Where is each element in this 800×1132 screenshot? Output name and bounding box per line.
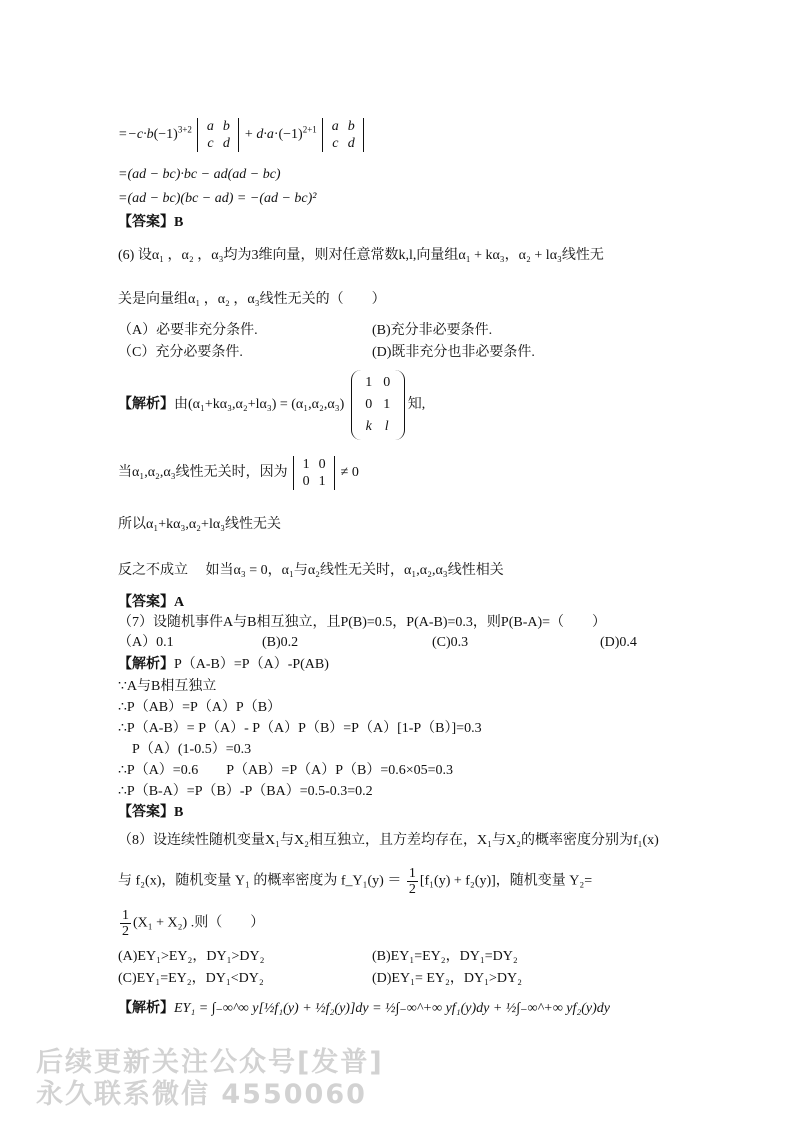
answer-label: 【答案】 xyxy=(118,805,174,820)
q6-analysis-rhs: 知, xyxy=(407,397,426,413)
answer-label: 【答案】 xyxy=(118,215,174,230)
q7-option-b: (B)0.2 xyxy=(262,635,299,650)
q6-line-4: 反之不成立 如当α₃ = 0，α₁与α₂线性无关时，α₁,α₂,α₃线性相关 xyxy=(118,563,504,578)
matrix: 1 0 0 1 k l xyxy=(351,370,405,440)
q8-stem-2-post: [f₁(y) + f₂(y)]，随机变量 Y₂= xyxy=(419,873,593,889)
q6-line-2-post: ≠ 0 xyxy=(340,465,359,481)
answer-label: 【答案】 xyxy=(118,595,174,610)
calc-line-2: =(ad − bc)·bc − ad(ad − bc) xyxy=(118,167,281,182)
q8-stem-2-pre: 与 f₂(x)，随机变量 Y₁ 的概率密度为 f_Y₁(y) ＝ xyxy=(118,873,402,889)
q6-analysis xyxy=(118,370,425,440)
q7-analysis-line xyxy=(118,656,329,674)
q6-line-2-pre: 当α₁,α₂,α₃线性无关时，因为 xyxy=(118,465,288,481)
q6-stem-1: (6) 设α₁ ，α₂ ，α₃均为3维向量，则对任意常数k,l,向量组α₁ + kα₃，α₂ + lα₃线性无 xyxy=(118,248,604,263)
watermark-line-2: 永久联系微信 4550060 xyxy=(36,1079,367,1110)
q6-option-c: （C）充分必要条件. xyxy=(118,345,243,360)
answer-value: A xyxy=(174,595,185,610)
q6-answer xyxy=(118,594,184,612)
q7-option-d: (D)0.4 xyxy=(600,635,637,650)
q7-analysis-line: ∴P（A）=0.6 P（AB）=P（A）P（B）=0.6×05=0.3 xyxy=(118,763,454,778)
q6-option-d: (D)既非充分也非必要条件. xyxy=(372,345,535,360)
q6-stem-2: 关是向量组α₁ ，α₂ ，α₃线性无关的（ ） xyxy=(118,292,386,307)
q8-option-c: (C)EY₁=EY₂，DY₁<DY₂ xyxy=(118,971,264,986)
q7-analysis-line: ∴P（B-A）=P（B）-P（BA）=0.5-0.3=0.2 xyxy=(118,784,373,799)
q6-option-a: （A）必要非充分条件. xyxy=(118,323,258,338)
q7-option-a: （A）0.1 xyxy=(118,635,174,650)
fraction-half: $\frac{1}{2}$ xyxy=(122,908,129,939)
q8-analysis-text: EY₁ = ∫₋∞^∞ y[½f₁(y) + ½f₂(y)]dy = ½∫₋∞^+∞ yf₁(y)dy + ½∫₋∞^+∞ yf₂(y)dy xyxy=(174,1001,611,1016)
q6-line-2 xyxy=(118,456,359,490)
q7-option-c: (C)0.3 xyxy=(432,635,469,650)
q6-line-3: 所以α₁+kα₃,α₂+lα₃线性无关 xyxy=(118,517,282,532)
q7-analysis-line: ∵A与B相互独立 xyxy=(118,679,217,694)
answer-value: B xyxy=(174,805,184,820)
q6-option-b: (B)充分非必要条件. xyxy=(372,323,493,338)
q8-stem-3-post: (X₁ + X₂) .则（ ） xyxy=(133,915,265,931)
q8-stem-3 xyxy=(118,908,264,939)
q6-analysis-lhs: 由(α₁+kα₃,α₂+lα₃) = (α₁,α₂,α₃) xyxy=(174,397,345,413)
q7-stem: （7）设随机事件A与B相互独立，且P(B)=0.5，P(A-B)=0.3，则P(B-A)=（ ） xyxy=(118,615,607,630)
fraction-half: $\frac{1}{2}$ xyxy=(408,866,416,897)
analysis-label: 【解析】 xyxy=(118,657,174,672)
q8-stem-2 xyxy=(118,866,592,897)
q8-option-b: (B)EY₁=EY₂，DY₁=DY₂ xyxy=(372,949,518,964)
q7-analysis-text: P（A-B）=P（A）-P(AB) xyxy=(174,657,329,672)
q8-stem-1: （8）设连续性随机变量X₁与X₂相互独立，且方差均存在，X₁与X₂的概率密度分别为f₁(x) xyxy=(118,833,659,848)
analysis-label: 【解析】 xyxy=(118,1001,174,1016)
q7-answer xyxy=(118,804,183,822)
calc-line-3: =(ad − bc)(bc − ad) = −(ad − bc)² xyxy=(118,191,317,206)
watermark-line-1: 后续更新关注公众号[发普] xyxy=(36,1047,384,1078)
q8-option-d: (D)EY₁= EY₂，DY₁>DY₂ xyxy=(372,971,523,986)
determinant: a b c d xyxy=(197,118,239,152)
q7-analysis-line: ∴P（AB）=P（A）P（B） xyxy=(118,700,282,715)
calc-line-1: $=-c\cdot b(-1)^{3+2}$ a b c $d + d\cdot a\cdot(-1)^{2+1}$ a b c d xyxy=(118,118,366,152)
determinant: 1 0 0 1 xyxy=(293,456,335,490)
q5-answer xyxy=(118,214,183,232)
answer-value: B xyxy=(174,215,184,230)
q7-analysis-line: P（A）(1-0.5）=0.3 xyxy=(118,742,252,757)
q8-option-a: (A)EY₁>EY₂，DY₁>DY₂ xyxy=(118,949,265,964)
q8-analysis xyxy=(118,1000,610,1018)
q7-analysis-line: ∴P（A-B）= P（A）- P（A）P（B）=P（A）[1-P（B）]=0.3 xyxy=(118,721,482,736)
determinant: a b c d xyxy=(322,118,364,152)
analysis-label: 【解析】 xyxy=(118,397,174,413)
